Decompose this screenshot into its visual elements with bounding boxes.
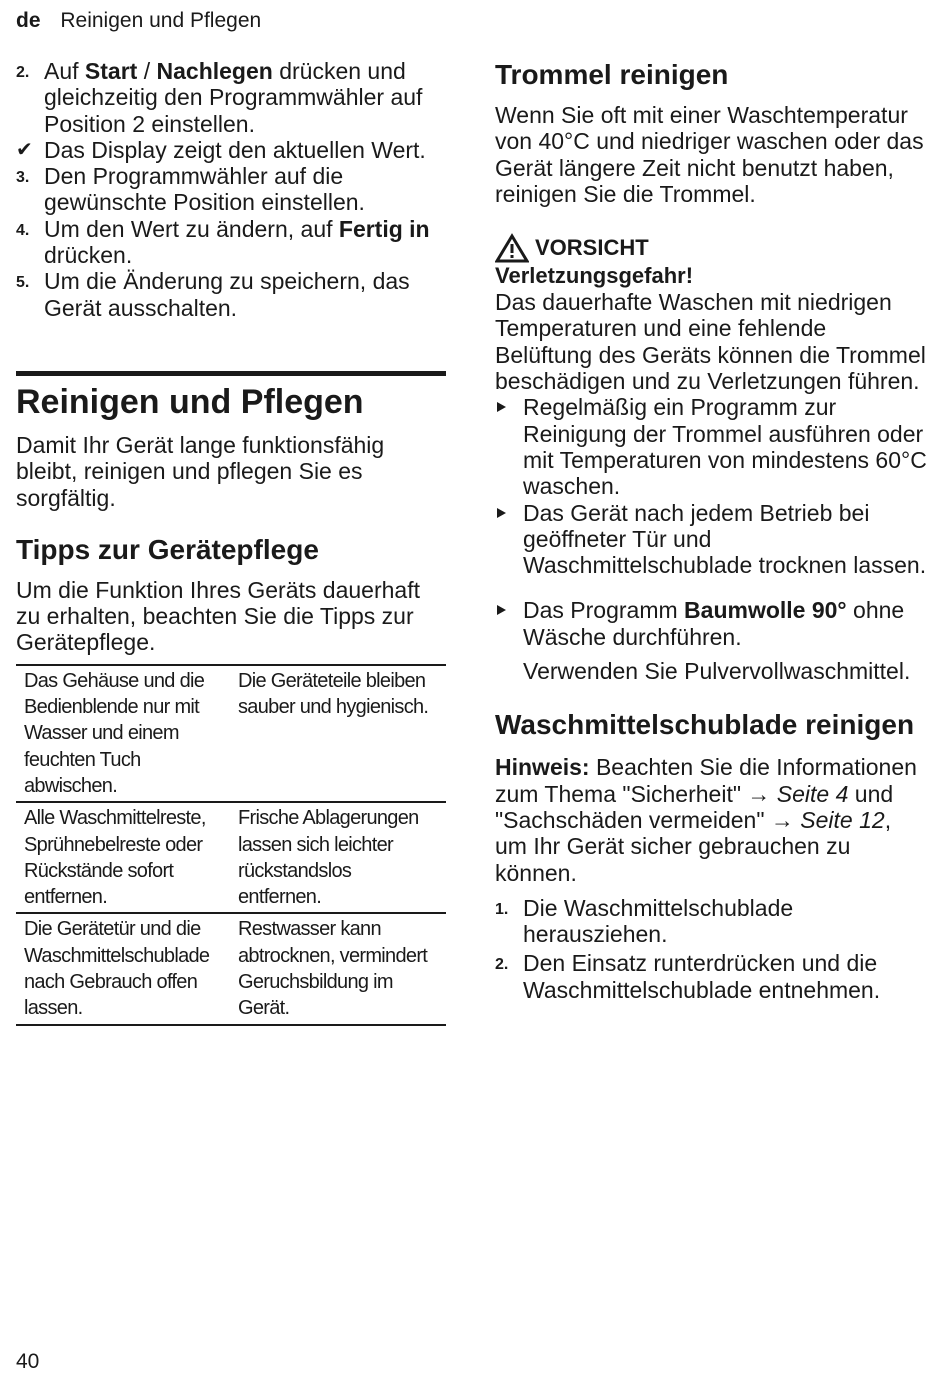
header-title: Reinigen und Pflegen [60, 9, 262, 32]
page-reference-link[interactable]: → Seite 4 [747, 780, 849, 807]
table-row [16, 665, 446, 802]
step-result: ✔ Das Display zeigt den aktuellen Wert. [16, 136, 426, 163]
bullet-triangle-icon [497, 402, 506, 412]
drum-intro: Wenn Sie oft mit einer Waschtemperatur von 40°C und niedriger waschen oder das Gerät längere Zeit nicht benutzt haben, reinigen Sie die Trommel. [495, 102, 924, 207]
page-reference-link[interactable]: → Seite 12 [770, 806, 885, 833]
list-item: Das Gerät nach jedem Betrieb bei geöffneter Tür und Waschmittelschublade trocknen lassen. [495, 500, 927, 579]
table-cell: Das Gehäuse und die Bedienblende nur mit Wasser und einem feuchten Tuch abwischen. [24, 669, 205, 797]
hint-paragraph: Hinweis: Beachten Sie die Informationen zum Thema "Sicherheit" → Seite 4 und "Sachschäden vermeiden" → Seite 12, um Ihr Gerät sicher gebrauchen zu können. [495, 754, 917, 886]
step-5: 5. Um die Änderung zu speichern, das Gerät ausschalten. [16, 268, 410, 321]
section-title: Reinigen und Pflegen [16, 382, 364, 421]
warning-heading [495, 233, 927, 263]
drawer-title: Waschmittelschublade reinigen [495, 709, 915, 741]
table-row [16, 802, 446, 913]
checkmark-icon: ✔ [16, 138, 33, 161]
drawer-step-1: 1. Die Waschmittelschublade herausziehen. [495, 894, 794, 948]
left-column [16, 58, 446, 1026]
tips-title: Tipps zur Gerätepflege [16, 533, 319, 565]
language-tag: de [16, 9, 41, 32]
hint-label: Hinweis: [495, 754, 590, 781]
bullet-triangle-icon [497, 605, 506, 615]
warning-label: VORSICHT [535, 235, 649, 261]
bullet-note: Verwenden Sie Pulvervollwaschmittel. [523, 658, 911, 685]
table-cell: Alle Waschmittelreste, Sprühnebelreste oder Rückstände sofort entfernen. [24, 807, 206, 909]
tips-intro: Um die Funktion Ihres Geräts dauerhaft zu erhalten, beachten Sie die Tipps zur Gerätepflege. [16, 576, 420, 656]
drawer-step-2: 2. Den Einsatz runterdrücken und die Waschmittelschublade entnehmen. [495, 950, 881, 1003]
step-2: 2. Auf Start / Nachlegen drücken und gleichzeitig den Programmwähler auf Position 2 einstellen. [16, 58, 423, 137]
section-rule [16, 371, 446, 376]
table-cell: Die Gerätetür und die Waschmittelschublade nach Gebrauch offen lassen. [24, 918, 210, 1020]
step-3: 3. Den Programmwähler auf die gewünschte Position einstellen. [16, 163, 365, 216]
warning-subtitle: Verletzungsgefahr! [495, 263, 694, 289]
right-column [495, 58, 927, 1003]
section-intro: Damit Ihr Gerät lange funktionsfähig bleibt, reinigen und pflegen Sie es sorgfältig. [16, 431, 385, 511]
warning-text: Das dauerhafte Waschen mit niedrigen Temperaturen und eine fehlende Belüftung des Geräts können die Trommel beschädigen und zu Verletzungen führen. [495, 289, 926, 395]
page-number: 40 [16, 1350, 40, 1373]
tips-table [16, 664, 446, 1026]
running-header [16, 9, 261, 33]
table-cell: Die Geräteteile bleiben sauber und hygienisch. [238, 669, 429, 719]
warning-icon [495, 233, 529, 263]
table-cell: Restwasser kann abtrocknen, vermindert Geruchsbildung im Gerät. [238, 918, 428, 1020]
table-row [16, 913, 446, 1024]
list-item: Regelmäßig ein Programm zur Reinigung der Trommel ausführen oder mit Temperaturen von mindestens 60°C waschen. [495, 394, 927, 499]
bullet-triangle-icon [497, 508, 506, 518]
table-cell: Frische Ablagerungen lassen sich leichter rückstandslos entfernen. [238, 807, 419, 909]
drum-title: Trommel reinigen [495, 59, 729, 90]
list-item: Das Programm Baumwolle 90° ohne Wäsche durchführen. [495, 597, 927, 650]
step-4: 4. Um den Wert zu ändern, auf Fertig in drücken. [16, 215, 430, 269]
